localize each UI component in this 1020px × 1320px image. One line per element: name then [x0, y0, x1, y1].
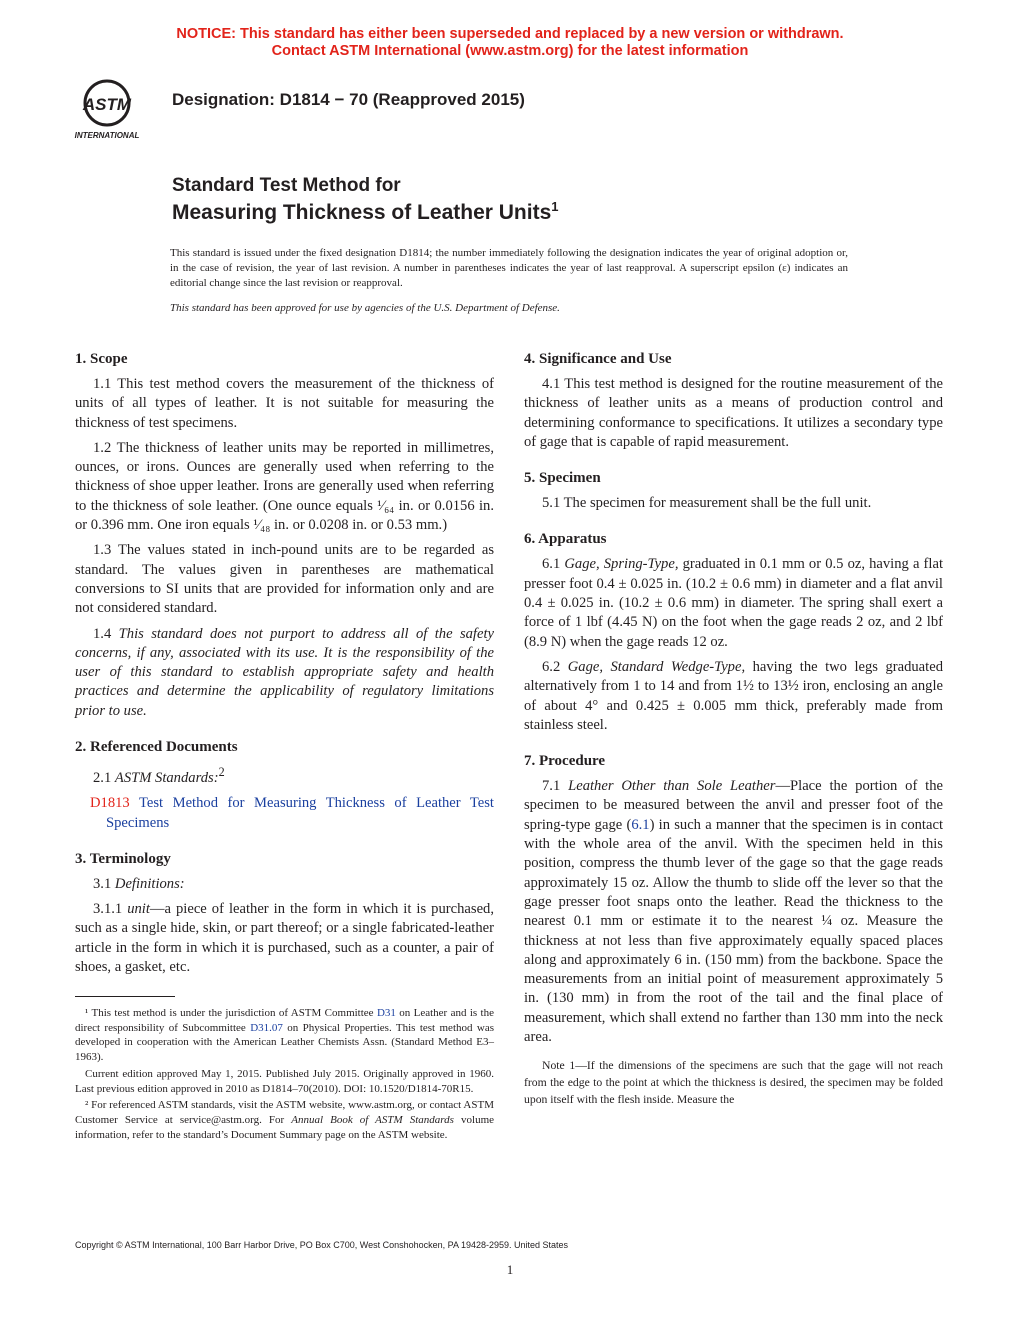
footnote-text: volume information, refer to the standard’s Document Summary page on the ASTM website. [75, 1113, 495, 1141]
footnote [75, 1098, 494, 1142]
paragraph [75, 625, 494, 721]
para-term: Gage, Spring-Type, [564, 556, 679, 573]
page-number: 1 [506, 1262, 514, 1277]
section-heading: 6. Apparatus [524, 531, 607, 548]
section-heading: 3. Terminology [75, 850, 171, 867]
ref-title-link[interactable]: Test Method for Measuring Thickness of Leather Test Specimens [106, 795, 494, 831]
paragraph: 1.2 The thickness of leather units may be reported in millimetres, ounces, or irons. Ounces are generally used when referring to the thickness of shoe upper leather. Irons are generally used when referring to the thickness of sole leather. (One ounce equals ¹⁄₆₄ in. or 0.0156 in. or 0.396 mm. One iron equals ¹⁄₄₈ in. or 0.0208 in. or 0.53 mm.) [75, 439, 494, 534]
footnote-text: on Physical Properties. This test method was developed in cooperation with the American Leather Chemists Assn. (Standard Method E3–1963). [75, 1021, 494, 1064]
footnotes [75, 1006, 494, 1144]
title-line-2 [172, 199, 559, 225]
section-heading: 1. Scope [75, 351, 128, 367]
footnote-text: ² For referenced ASTM standards, visit the ASTM website, www.astm.org, or contact ASTM Customer Service at service@astm.org. For [75, 1099, 494, 1126]
committee-link[interactable]: D31 [376, 1007, 396, 1019]
paragraph [75, 900, 494, 977]
paragraph [524, 555, 943, 651]
para-text: —Place the portion of the specimen to be measured between the anvil and presser foot of the spring-type gage ( [524, 778, 944, 833]
notice-line-1: NOTICE: This standard has either been superseded and replaced by a new version or withdrawn. [176, 26, 844, 42]
paragraph [75, 875, 494, 894]
section-link[interactable]: 6.1 [631, 816, 650, 833]
title-line-1: Standard Test Method for [172, 175, 401, 196]
withdrawal-notice [0, 26, 1020, 60]
section-heading: 2. Referenced Documents [75, 739, 238, 756]
referenced-document[interactable] [75, 794, 494, 833]
copyright: Copyright © ASTM International, 100 Barr Harbor Drive, PO Box C700, West Conshohocken, PA 19428-2959. United States [75, 1240, 569, 1250]
footnote-text: on Leather and is the direct responsibility of Subcommittee [75, 1007, 494, 1034]
para-term: Definitions: [114, 875, 185, 892]
para-number: 3.1.1 [93, 901, 123, 918]
footnote-text: ¹ This test method is under the jurisdiction of ASTM Committee [85, 1007, 377, 1019]
definition-text: —a piece of leather in the form in which it is purchased, such as a single hide, skin, or part thereof; or a single fabricated-leather article in the form in which it is purchased, such as a counter, a pair of shoes, a gasket, etc. [75, 901, 494, 975]
para-term: Leather Other than Sole Leather [568, 778, 776, 795]
logo-subtext: INTERNATIONAL [74, 131, 140, 140]
para-number: 6.1 [542, 556, 561, 573]
para-number: 6.2 [542, 658, 561, 675]
para-number: 3.1 [93, 875, 112, 892]
title-text: Measuring Thickness of Leather Units [172, 201, 552, 224]
astm-logo-icon [74, 73, 164, 143]
paragraph: 1.1 This test method covers the measurement of the thickness of units of all types of leather. It is not suitable for measuring the thickness of test specimens. [75, 376, 494, 431]
footnote: Current edition approved May 1, 2015. Published July 2015. Originally approved in 1960. Last previous edition approved in 2010 as D1814–70(2010). DOI: 10.1520/D1814-70R15. [75, 1067, 494, 1095]
designation: Designation: D1814 − 70 (Reapproved 2015) [172, 90, 525, 109]
title-footnote-marker: 1 [551, 199, 559, 214]
ref-code-link[interactable]: D1813 [90, 795, 130, 812]
para-term: unit [127, 901, 150, 918]
section-heading: 4. Significance and Use [524, 351, 672, 367]
footnote-marker: 2 [218, 765, 225, 780]
right-column [524, 349, 943, 1114]
section-heading: 5. Specimen [524, 470, 601, 487]
para-text: graduated in 0.1 mm or 0.5 oz, having a flat presser foot 0.4 ± 0.025 in. (10.2 ± 0.6 mm) in diameter and a flat anvil 0.4 ± 0.025 in. (10.2 ± 0.6 mm) in diameter. The spring shall exert a force of 1 lbf (4.45 N) on the foot when the gage reads 2 oz, and 2 lbf (8.9 N) when the gage reads 12 oz. [524, 556, 944, 650]
para-text: ) in such a manner that the specimen is in contact with the whole area of the anvil. With the specimen held in this position, compress the thumb lever of the gage so that the gage reads approximately 15 oz. Allow the thumb to slide off the lever so that the gage presser foot snaps onto the leather. Read the thickness to the nearest 0.1 mm or estimate it to the nearest ¼ oz. Measure the thickness at not less than five approximately equally spaced places along and approximately 6 in. (150 mm) from the backbone. Space the measurements from an initial point of measurement approximately 5 in. (130 mm) in from the root of the tail and the final place of measurement, which shall extend no farther than 130 mm into the neck area. [524, 816, 943, 1046]
para-number: 7.1 [542, 778, 561, 795]
footnote [75, 1006, 494, 1065]
notice-line-2: Contact ASTM International (www.astm.org) for the latest information [271, 43, 749, 59]
para-number: 2.1 [93, 769, 112, 786]
footnote-rule [75, 996, 175, 997]
safety-caveat: This standard does not purport to address all of the safety concerns, if any, associated with its use. It is the responsibility of the user of this standard to establish appropriate safety and health practices and determine the applicability of regulatory limitations prior to use. [75, 625, 494, 719]
note: Note 1—If the dimensions of the specimens are such that the gage will not reach from the edge to the point at which the thickness is desired, the specimen may be folded upon itself with the flesh inside. Measure the [524, 1059, 943, 1107]
para-term: Gage, Standard Wedge-Type, [567, 658, 746, 675]
paragraph [524, 777, 943, 1047]
para-text: having the two legs graduated alternatively from 1 to 14 and from 1½ to 13½ iron, enclosing an angle of about 4° and 0.425 ± 0.005 mm thick, preferably made from stainless steel. [524, 658, 943, 733]
left-column [75, 349, 494, 983]
paragraph: 1.3 The values stated in inch-pound units are to be regarded as standard. The values given in parentheses are mathematical conversions to SI units that are provided for information only and are not considered standard. [75, 542, 494, 617]
paragraph: 4.1 This test method is designed for the routine measurement of the thickness of leather units as a means of production control and determining conformance to specifications. It utilizes a secondary type of gage that is capable of rapid measurement. [524, 376, 943, 450]
logo-text: ASTM [82, 95, 132, 114]
footnote-italic: Annual Book of ASTM Standards [291, 1113, 454, 1126]
para-term: ASTM Standards: [114, 769, 219, 786]
subcommittee-link[interactable]: D31.07 [250, 1021, 283, 1034]
paragraph: 5.1 The specimen for measurement shall be the full unit. [542, 495, 872, 512]
paragraph [75, 763, 494, 788]
paragraph [524, 658, 943, 735]
section-heading: 7. Procedure [524, 753, 606, 770]
para-number: 1.4 [93, 625, 112, 642]
intro-note: This standard is issued under the fixed designation D1814; the number immediately following the designation indicates the year of original adoption or, in the case of revision, the year of last revision. A number in parentheses indicates the year of last reapproval. A superscript epsilon (ε) indicates an editorial change since the last revision or reapproval. [170, 247, 848, 289]
dod-approval-note: This standard has been approved for use by agencies of the U.S. Department of Defense. [170, 302, 560, 314]
